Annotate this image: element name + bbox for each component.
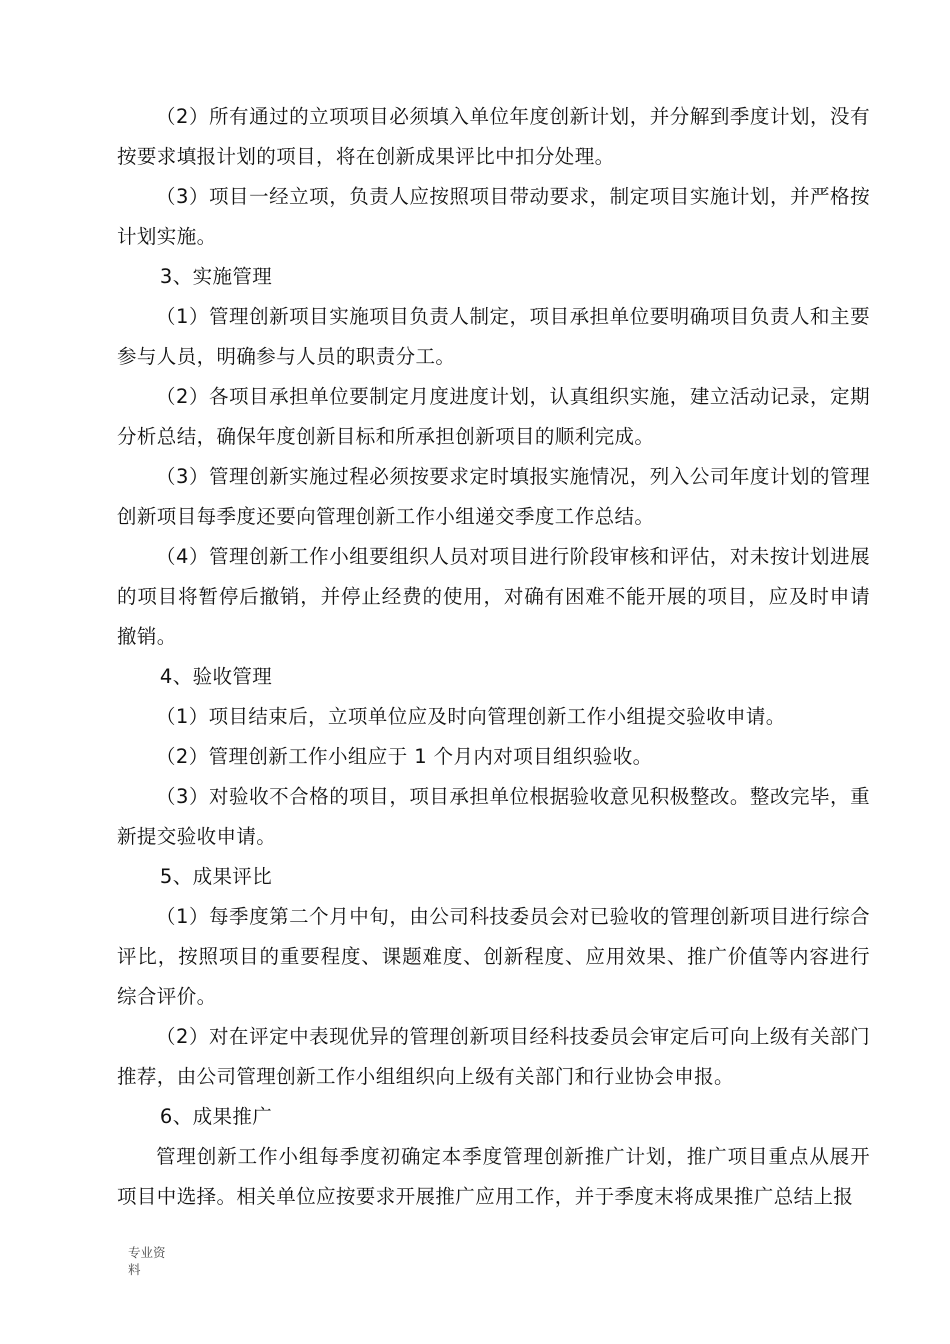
paragraph: （4）管理创新工作小组要组织人员对项目进行阶段审核和评估，对未按计划进展的项目将暂停后撤销，并停止经费的使用，对确有困难不能开展的项目，应及时申请撤销。 <box>117 545 870 648</box>
section-heading: 5、成果评比 <box>159 865 273 888</box>
section-heading: 3、实施管理 <box>159 265 273 288</box>
paragraph: （1）每季度第二个月中旬，由公司科技委员会对已验收的管理创新项目进行综合评比，按照项目的重要程度、课题难度、创新程度、应用效果、推广价值等内容进行综合评价。 <box>117 905 870 1008</box>
section-heading: 4、验收管理 <box>159 665 273 688</box>
document-body <box>117 97 870 1217</box>
paragraph: （3）管理创新实施过程必须按要求定时填报实施情况，列入公司年度计划的管理创新项目每季度还要向管理创新工作小组递交季度工作总结。 <box>117 465 870 528</box>
paragraph: （2）管理创新工作小组应于 1 个月内对项目组织验收。 <box>156 745 653 768</box>
paragraph: （1）管理创新项目实施项目负责人制定，项目承担单位要明确项目负责人和主要参与人员，明确参与人员的职责分工。 <box>117 305 870 368</box>
paragraph: （1）项目结束后，立项单位应及时向管理创新工作小组提交验收申请。 <box>156 705 786 728</box>
paragraph: （3）项目一经立项，负责人应按照项目带动要求，制定项目实施计划，并严格按计划实施。 <box>117 185 870 248</box>
footer-label: 专业资料 <box>128 1245 166 1277</box>
paragraph: （3）对验收不合格的项目，项目承担单位根据验收意见积极整改。整改完毕，重新提交验收申请。 <box>117 785 870 848</box>
paragraph: （2）所有通过的立项项目必须填入单位年度创新计划，并分解到季度计划，没有按要求填报计划的项目，将在创新成果评比中扣分处理。 <box>117 105 870 168</box>
paragraph: （2）各项目承担单位要制定月度进度计划，认真组织实施，建立活动记录，定期分析总结，确保年度创新目标和所承担创新项目的顺利完成。 <box>117 385 870 448</box>
paragraph: （2）对在评定中表现优异的管理创新项目经科技委员会审定后可向上级有关部门推荐，由公司管理创新工作小组组织向上级有关部门和行业协会申报。 <box>117 1025 870 1088</box>
section-heading: 6、成果推广 <box>159 1105 273 1128</box>
paragraph: 管理创新工作小组每季度初确定本季度管理创新推广计划，推广项目重点从展开项目中选择。相关单位应按要求开展推广应用工作，并于季度末将成果推广总结上报 <box>117 1145 870 1208</box>
